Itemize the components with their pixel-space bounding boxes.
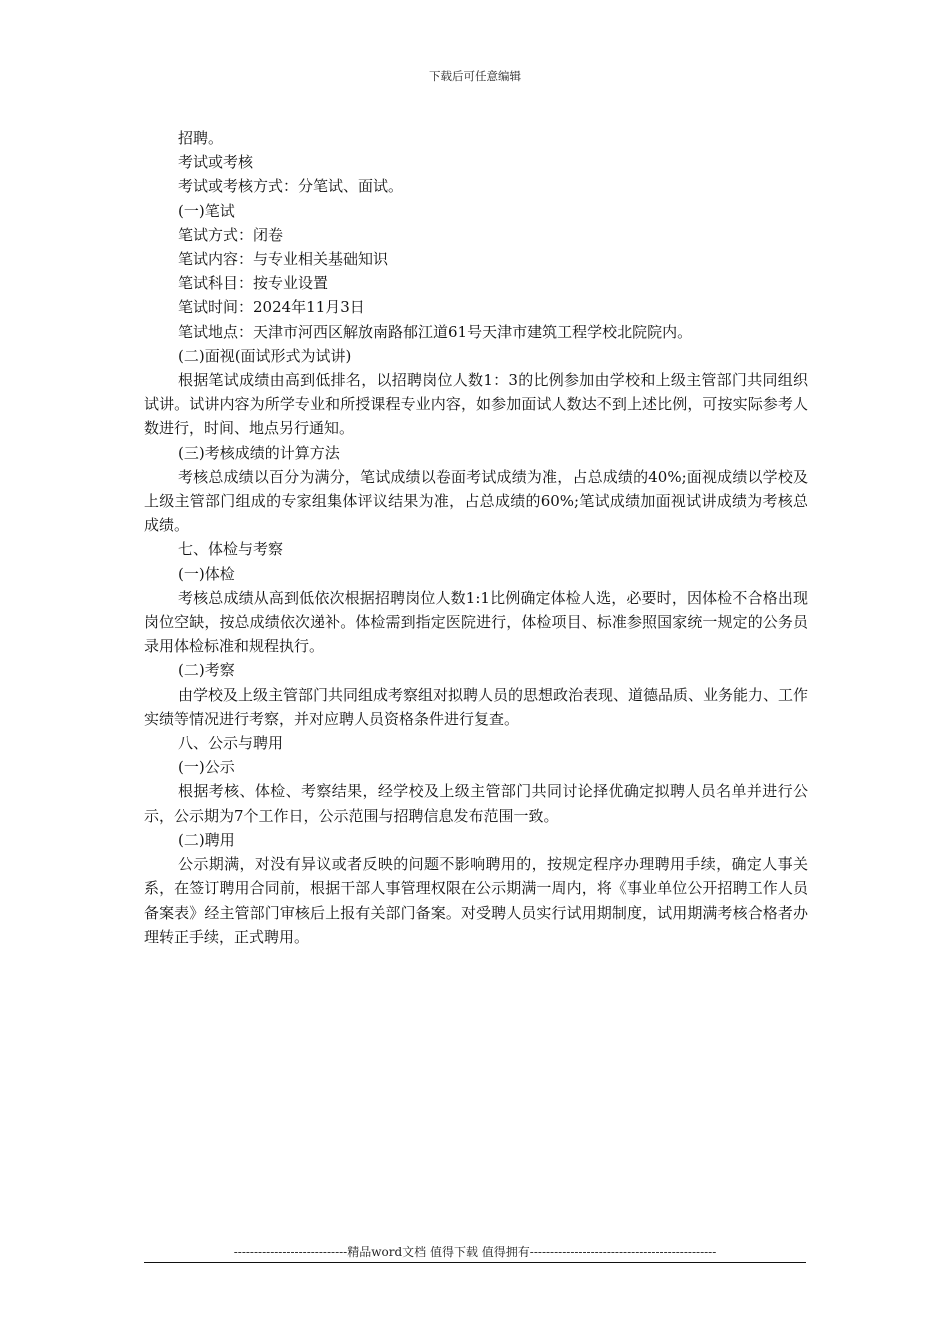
page-header: 下载后可任意编辑 xyxy=(429,69,521,83)
paragraph: 由学校及上级主管部门共同组成考察组对拟聘人员的思想政治表现、道德品质、业务能力、工作实绩等情况进行考察，并对应聘人员资格条件进行复查。 xyxy=(144,685,809,728)
paragraph: 笔试方式：闭卷 xyxy=(178,225,284,244)
section-heading: 八、公示与聘用 xyxy=(178,734,284,753)
paragraph: 公示期满，对没有异议或者反映的问题不影响聘用的，按规定程序办理聘用手续，确定人事关系，在签订聘用合同前，根据干部人事管理权限在公示期满一周内，将《事业单位公开招聘工作人员备案表》经主管部门审核后上报有关部门备案。对受聘人员实行试用期制度，试用期满考核合格者办理转正手续，正式聘用。 xyxy=(144,855,808,946)
subsection-heading: (二)面视(面试形式为试讲) xyxy=(178,346,352,365)
subsection-heading: (二)考察 xyxy=(178,661,235,680)
paragraph: 笔试科目：按专业设置 xyxy=(178,274,329,293)
paragraph: 考核总成绩以百分为满分，笔试成绩以卷面考试成绩为准，占总成绩的40%;面视成绩以学校及上级主管部门组成的专家组集体评议结果为准，占总成绩的60%;笔试成绩加面视试讲成绩为考核总成绩。 xyxy=(144,467,808,535)
paragraph: 考核总成绩从高到低依次根据招聘岗位人数1:1比例确定体检人选，必要时，因体检不合格出现岗位空缺，按总成绩依次递补。体检需到指定医院进行，体检项目、标准参照国家统一规定的公务员录用体检标准和规程执行。 xyxy=(144,588,808,656)
page-footer: ----------------------------精品word文档 值得下载 值得拥有---------------------------------------------- xyxy=(233,1245,717,1259)
subsection-heading: (一)笔试 xyxy=(178,201,235,220)
subsection-heading: (三)考核成绩的计算方法 xyxy=(178,443,340,462)
paragraph: 招聘。 xyxy=(178,129,224,147)
footer-divider xyxy=(144,1262,806,1263)
document-body xyxy=(144,126,808,949)
subsection-heading: (一)公示 xyxy=(178,758,235,777)
paragraph: 笔试时间：2024年11月3日 xyxy=(178,298,365,317)
section-heading: 考试或考核 xyxy=(178,153,254,172)
paragraph: 根据笔试成绩由高到低排名，以招聘岗位人数1：3的比例参加由学校和上级主管部门共同组织试讲。试讲内容为所学专业和所授课程专业内容，如参加面试人数达不到上述比例，可按实际参考人数进行，时间、地点另行通知。 xyxy=(144,371,808,438)
paragraph: 笔试地点：天津市河西区解放南路郁江道61号天津市建筑工程学校北院院内。 xyxy=(178,322,693,341)
paragraph: 考试或考核方式：分笔试、面试。 xyxy=(178,177,404,196)
paragraph: 根据考核、体检、考察结果，经学校及上级主管部门共同讨论择优确定拟聘人员名单并进行公示，公示期为7个工作日，公示范围与招聘信息发布范围一致。 xyxy=(144,782,808,825)
section-heading: 七、体检与考察 xyxy=(178,540,284,559)
paragraph: 笔试内容：与专业相关基础知识 xyxy=(178,250,389,269)
subsection-heading: (一)体检 xyxy=(178,564,235,583)
subsection-heading: (二)聘用 xyxy=(178,830,235,849)
